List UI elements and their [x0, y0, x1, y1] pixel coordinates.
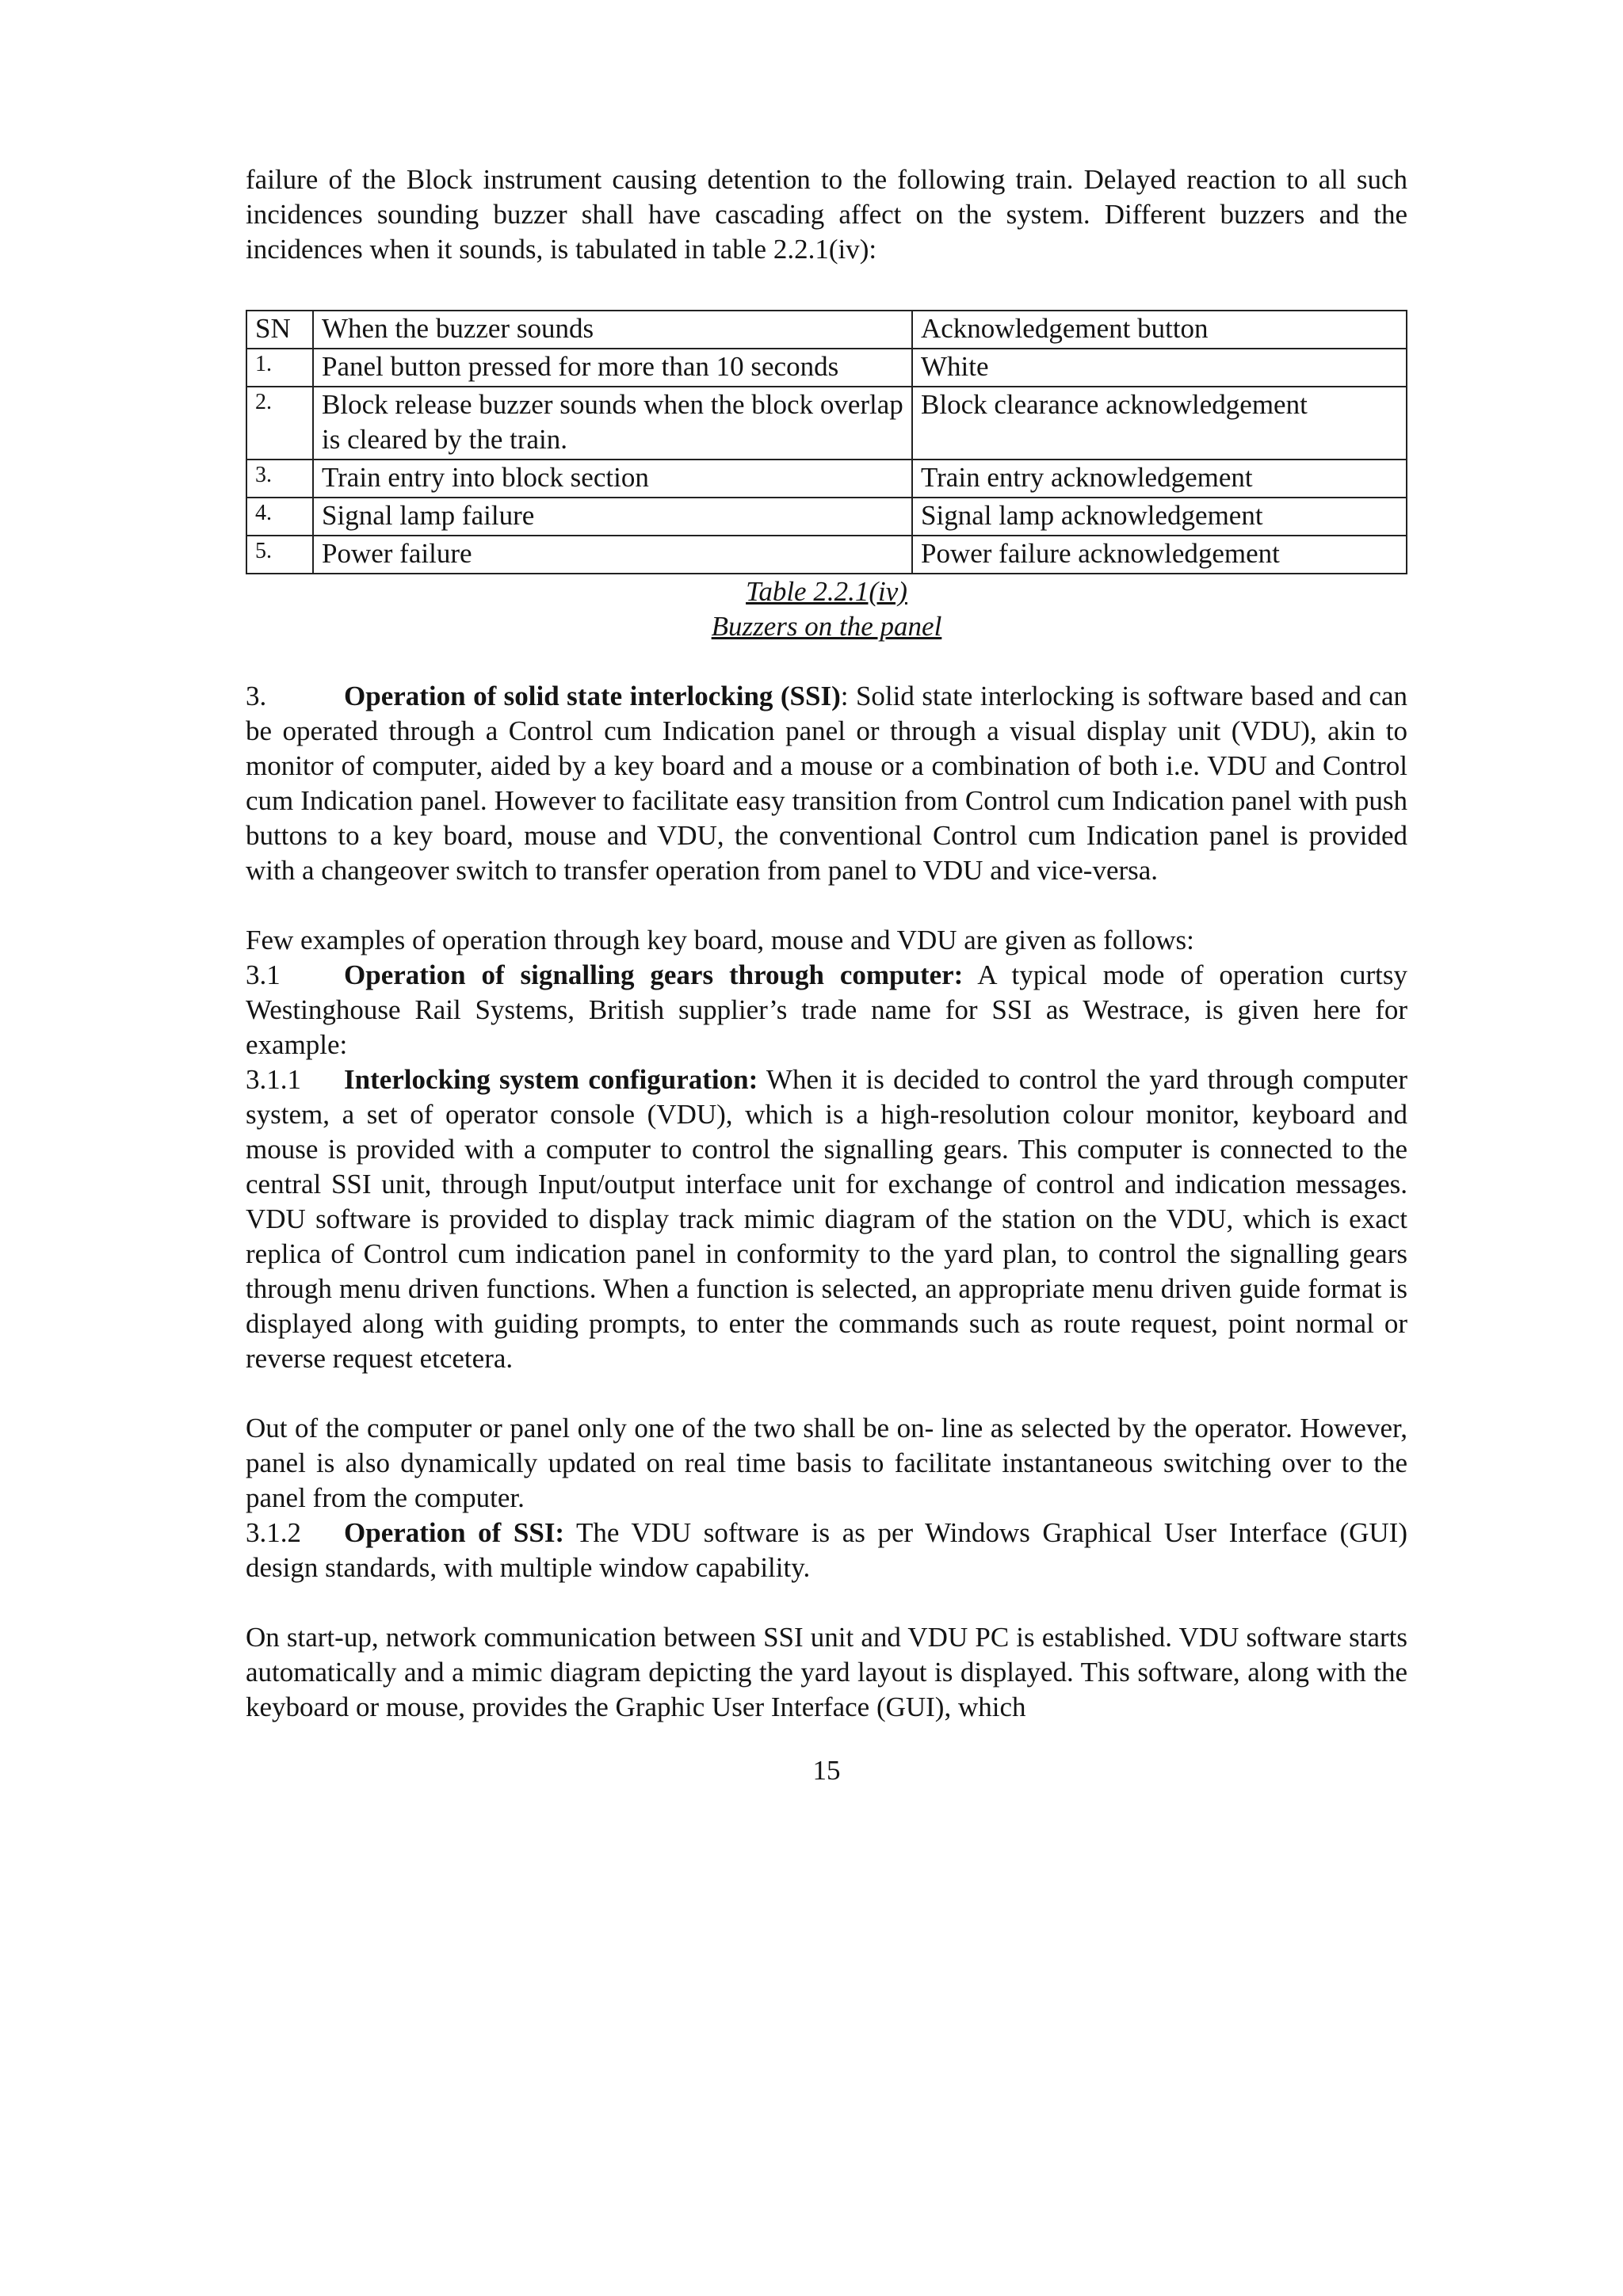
- section-heading: Operation of signalling gears through computer:: [344, 959, 964, 990]
- table-row: [246, 460, 1407, 498]
- table-cell-sn: 5.: [246, 536, 313, 574]
- section-3-paragraph: [246, 679, 1407, 888]
- section-text: The VDU software is as per Windows Graphical User Interface (GUI) design standards, with multiple window capability.: [246, 1517, 1407, 1583]
- document-page: [246, 162, 1407, 1788]
- spacer: [246, 644, 1407, 679]
- table-row: [246, 349, 1407, 387]
- section-text: : Solid state interlocking is software based and can be operated through a Control cum Indication panel or through a visual display unit (VDU), akin to monitor of computer, aided by a key board and a mouse or a combination of both i.e. VDU and Control cum Indication panel. However to facilitate easy transition from Control cum Indication panel with push buttons to a key board, mouse and VDU, the conventional Control cum Indication panel is provided with a changeover switch to transfer operation from panel to VDU and vice-versa.: [246, 681, 1407, 886]
- table-cell-when: Signal lamp failure: [313, 498, 912, 536]
- section-number: 3.1.1: [246, 1064, 301, 1095]
- table-row: [246, 498, 1407, 536]
- table-cell-when: Panel button pressed for more than 10 seconds: [313, 349, 912, 387]
- table-cell-when: Power failure: [313, 536, 912, 574]
- table-cell-sn: 2.: [246, 387, 313, 460]
- section-3-1-1-paragraph: [246, 1062, 1407, 1376]
- spacer: [246, 1376, 1407, 1411]
- spacer: [246, 267, 1407, 310]
- page-number: 15: [812, 1755, 841, 1786]
- section-text: A typical mode of operation curtsy Westinghouse Rail Systems, British supplier’s trade name for SSI as Westrace, is given here for example:: [246, 959, 1407, 1060]
- online-paragraph: Out of the computer or panel only one of the two shall be on- line as selected by the operator. However, panel is also dynamically updated on real time basis to facilitate instantaneous switching over to the panel from the computer.: [246, 1413, 1407, 1513]
- section-number: 3.: [246, 681, 267, 711]
- table-cell-sn: 4.: [246, 498, 313, 536]
- table-subcaption: Buzzers on the panel: [711, 611, 942, 642]
- startup-paragraph: On start-up, network communication between SSI unit and VDU PC is established. VDU software starts automatically and a mimic diagram depicting the yard layout is displayed. This software, along with the keyboard or mouse, provides the Graphic User Interface (GUI), which: [246, 1622, 1407, 1722]
- table-cell-ack: Signal lamp acknowledgement: [912, 498, 1407, 536]
- table-cell-ack: Block clearance acknowledgement: [912, 387, 1407, 460]
- section-3-1-2-paragraph: [246, 1516, 1407, 1585]
- table-cell-sn: 1.: [246, 349, 313, 387]
- table-caption: Table 2.2.1(iv): [746, 576, 907, 607]
- table-cell-ack: Train entry acknowledgement: [912, 460, 1407, 498]
- table-header-sn: SN: [246, 311, 313, 349]
- section-heading: Operation of SSI:: [344, 1517, 565, 1548]
- table-cell-ack: White: [912, 349, 1407, 387]
- buzzer-table: [246, 310, 1407, 574]
- table-cell-when: Block release buzzer sounds when the block overlap is cleared by the train.: [313, 387, 912, 460]
- spacer: [246, 1585, 1407, 1620]
- section-text: When it is decided to control the yard through computer system, a set of operator console (VDU), which is a high-resolution colour monitor, keyboard and mouse is provided with a computer to control the signalling gears. This computer is connected to the central SSI unit, through Input/output interface unit for exchange of control and indication messages. VDU software is provided to display track mimic diagram of the station on the VDU, which is exact replica of Control cum indication panel in conformity to the yard plan, to control the signalling gears through menu driven functions. When a function is selected, an appropriate menu driven guide format is displayed along with guiding prompts, to enter the commands such as route request, point normal or reverse request etcetera.: [246, 1064, 1407, 1374]
- table-cell-sn: 3.: [246, 460, 313, 498]
- section-heading: Interlocking system configuration:: [344, 1064, 758, 1095]
- intro-paragraph: failure of the Block instrument causing detention to the following train. Delayed reaction to all such incidences sounding buzzer shall have cascading affect on the system. Different buzzers and the incidences when it sounds, is tabulated in table 2.2.1(iv):: [246, 164, 1407, 265]
- section-heading: Operation of solid state interlocking (SSI): [344, 681, 841, 711]
- table-cell-when: Train entry into block section: [313, 460, 912, 498]
- table-row: [246, 536, 1407, 574]
- table-header-row: [246, 311, 1407, 349]
- table-header-when: When the buzzer sounds: [313, 311, 912, 349]
- spacer: [246, 888, 1407, 923]
- table-row: [246, 387, 1407, 460]
- section-3-1-paragraph: [246, 958, 1407, 1062]
- section-number: 3.1.2: [246, 1517, 301, 1548]
- table-cell-ack: Power failure acknowledgement: [912, 536, 1407, 574]
- section-number: 3.1: [246, 959, 281, 990]
- table-header-ack: Acknowledgement button: [912, 311, 1407, 349]
- examples-intro: Few examples of operation through key board, mouse and VDU are given as follows:: [246, 925, 1194, 955]
